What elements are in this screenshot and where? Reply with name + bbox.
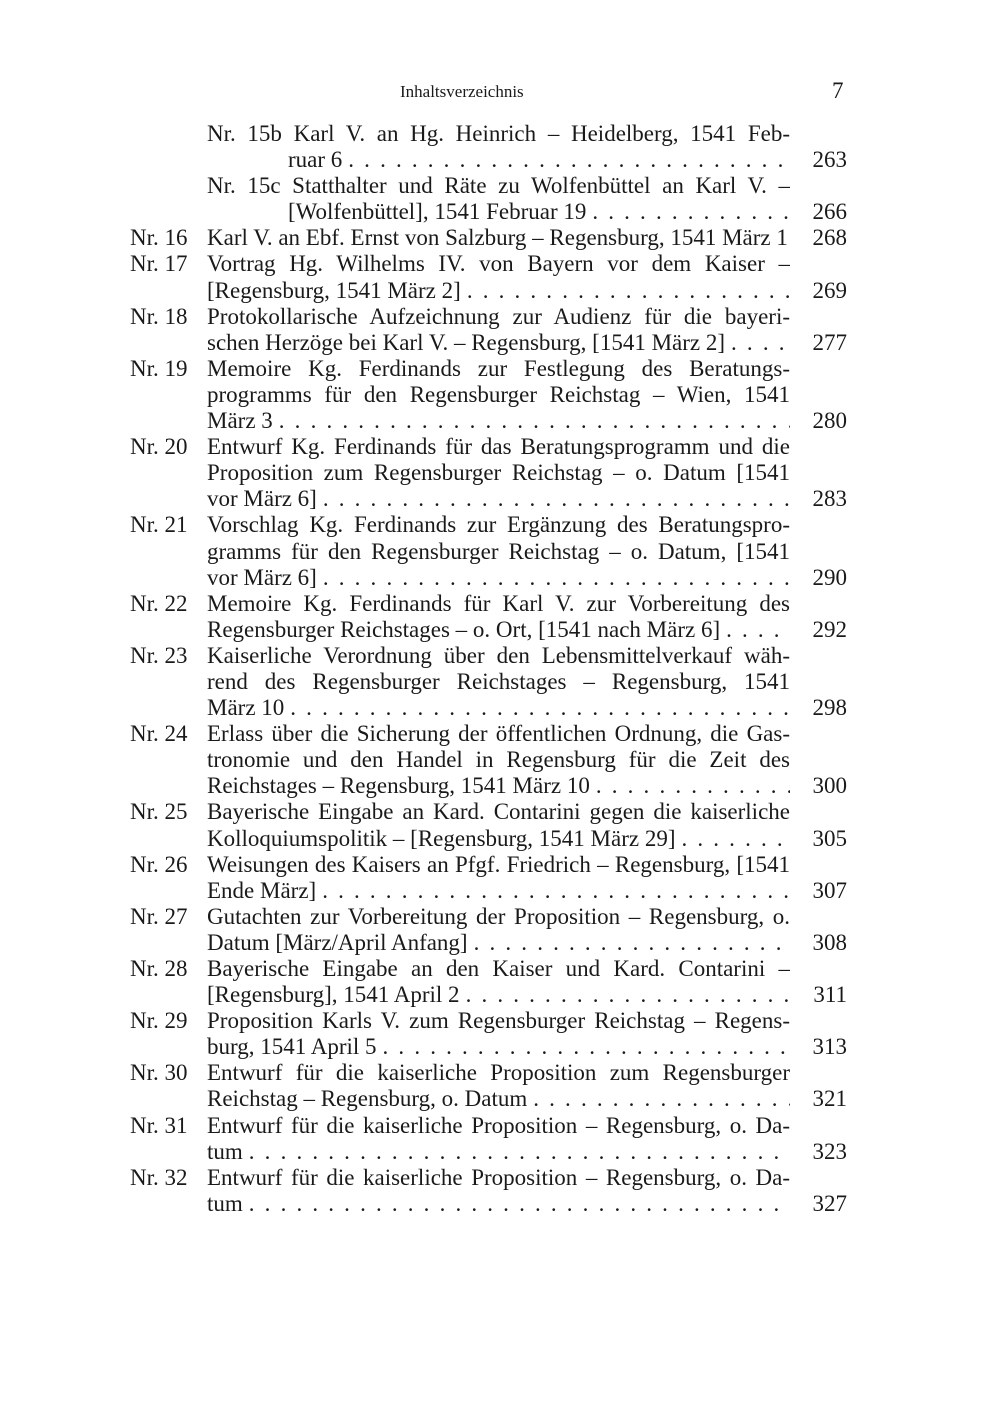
entry-number: Nr. 21 (130, 512, 188, 538)
toc-entry-line (0, 1008, 1004, 1034)
entry-page-number: 283 (812, 486, 847, 512)
toc-entry-line (0, 539, 1004, 565)
toc-entry-line (0, 591, 1004, 617)
entry-title-text: [Wolfenbüttel], 1541 Februar 19 (288, 199, 587, 225)
entry-number: Nr. 23 (130, 642, 188, 668)
leader-dots (592, 199, 790, 225)
entry-page-number: 327 (812, 1190, 847, 1216)
entry-title-text: programms für den Regensburger Reichstag – Wien, 1541 (207, 381, 790, 407)
entry-page-number: 290 (812, 564, 847, 590)
entry-title-text: März 3 (207, 408, 273, 434)
leader-dots (348, 147, 790, 173)
toc-entry-line (0, 512, 1004, 538)
toc-entry-line (0, 382, 1004, 408)
entry-title-text: Bayerische Eingabe an den Kaiser und Kard. Contarini – (207, 956, 790, 981)
entry-title-text: Nr. 15b Karl V. an Hg. Heinrich – Heidelberg, 1541 Feb- (207, 121, 790, 146)
entry-title-text: schen Herzöge bei Karl V. – Regensburg, [1541 März 2] (207, 329, 726, 355)
entry-number: Nr. 29 (130, 1008, 188, 1034)
entry-page-number: 277 (812, 329, 847, 355)
toc-entry-last-line (0, 1034, 1004, 1060)
entry-title-text: Nr. 15c Statthalter und Räte zu Wolfenbüttel an Karl V. – (207, 173, 790, 199)
entry-title-text: Memoire Kg. Ferdinands für Karl V. zur Vorbereitung des (207, 590, 790, 616)
entry-title-text: Weisungen des Kaisers an Pfgf. Friedrich – Regensburg, [1541 (207, 851, 790, 877)
leader-dots (467, 278, 790, 304)
entry-page-number: 323 (812, 1138, 847, 1164)
leader-dots (323, 486, 790, 512)
entry-page-number: 311 (813, 982, 847, 1008)
leader-dots (383, 1034, 790, 1060)
entry-title-text: Entwurf für die kaiserliche Proposition zum Regensburger (207, 1060, 790, 1086)
entry-page-number: 280 (812, 408, 847, 434)
toc-entry-last-line (0, 695, 1004, 721)
entry-title-text: tum (207, 1138, 243, 1164)
toc-entry-last-line (0, 408, 1004, 434)
entry-title-text: vor März 6] (207, 564, 317, 590)
entry-title-text: Vortrag Hg. Wilhelms IV. von Bayern vor dem Kaiser – (207, 251, 790, 277)
entry-page-number: 308 (812, 929, 847, 955)
entry-page-number: 313 (812, 1034, 847, 1060)
entry-title-text: [Regensburg, 1541 März 2] (207, 277, 461, 303)
entry-page-number: 266 (812, 199, 847, 225)
toc-entry-line (0, 852, 1004, 878)
toc-entry-line (0, 251, 1004, 277)
entry-number: Nr. 20 (130, 434, 188, 460)
entry-page-number: 298 (812, 695, 847, 721)
leader-dots (533, 1086, 790, 1112)
toc-entry-last-line (0, 617, 1004, 643)
leader-dots (290, 695, 790, 721)
entry-page-number: 292 (812, 616, 847, 642)
toc-entry-line (0, 121, 1004, 147)
entry-title-text: Memoire Kg. Ferdinands zur Festlegung des Beratungs- (207, 355, 790, 381)
toc-entry-line (0, 721, 1004, 747)
entry-title-text: Entwurf für die kaiserliche Proposition – Regensburg, o. Da- (207, 1112, 790, 1138)
toc-entry-last-line (0, 1191, 1004, 1217)
page-number: 7 (832, 78, 844, 103)
toc-entry-line (0, 1165, 1004, 1191)
toc-entry-last-line (0, 199, 1004, 225)
toc-entry-line (0, 173, 1004, 199)
entry-number: Nr. 26 (130, 851, 188, 877)
toc-entry-line (0, 356, 1004, 382)
toc-entry-line (0, 304, 1004, 330)
entry-title-text: Protokollarische Aufzeichnung zur Audienz für die bayeri- (207, 303, 790, 329)
entry-page-number: 307 (812, 877, 847, 903)
entry-title-text: Entwurf Kg. Ferdinands für das Beratungsprogramm und die (207, 434, 790, 460)
leader-dots (249, 1139, 790, 1165)
entry-title-text: vor März 6] (207, 486, 317, 512)
entry-title-text: Ende März] (207, 877, 317, 903)
leader-dots (681, 826, 790, 852)
entry-title-text: Erlass über die Sicherung der öffentlichen Ordnung, die Gas- (207, 721, 790, 747)
entry-title-text: Entwurf für die kaiserliche Proposition – Regensburg, o. Da- (207, 1164, 790, 1190)
leader-dots (466, 982, 790, 1008)
running-head (0, 80, 1004, 108)
leader-dots (279, 408, 790, 434)
toc-entry-last-line (0, 773, 1004, 799)
toc-entry-last-line (0, 330, 1004, 356)
toc-entry-line (0, 799, 1004, 825)
toc-entry-last-line (0, 565, 1004, 591)
toc-entry-line (0, 643, 1004, 669)
entry-title-text: Bayerische Eingabe an Kard. Contarini gegen die kaiserliche (207, 799, 790, 825)
entry-title-text: tronomie und den Handel in Regensburg für die Zeit des (207, 747, 790, 773)
toc-entry-last-line (0, 1139, 1004, 1165)
toc-entry-line (0, 460, 1004, 486)
entry-page-number: 300 (812, 773, 847, 799)
toc-entry-last-line (0, 1086, 1004, 1112)
entry-number: Nr. 19 (130, 355, 188, 381)
entry-number: Nr. 27 (130, 903, 188, 929)
leader-dots (726, 617, 790, 643)
toc-entry-line (0, 904, 1004, 930)
entry-page-number: 268 (812, 225, 847, 251)
entry-number: Nr. 32 (130, 1164, 188, 1190)
leader-dots (596, 773, 790, 799)
entry-title-text: Proposition Karls V. zum Regensburger Reichstag – Regens- (207, 1008, 790, 1034)
entry-number: Nr. 16 (130, 225, 188, 251)
toc-entry-line (0, 434, 1004, 460)
entry-title-text: Datum [März/April Anfang] (207, 929, 468, 955)
toc-entry-line (0, 1060, 1004, 1086)
toc-entry-last-line (0, 826, 1004, 852)
entry-title-text: ruar 6 (288, 147, 343, 173)
entry-title-text: tum (207, 1190, 243, 1216)
toc-entry-last-line (0, 486, 1004, 512)
entry-title-text: Kolloquiumspolitik – [Regensburg, 1541 März 29] (207, 825, 676, 851)
entry-title-text: März 10 (207, 695, 285, 721)
entry-title-text: burg, 1541 April 5 (207, 1034, 377, 1060)
toc-entry-last-line (0, 147, 1004, 173)
entry-title-text: [Regensburg], 1541 April 2 (207, 982, 460, 1008)
entry-title-text: Gutachten zur Vorbereitung der Proposition – Regensburg, o. (207, 903, 790, 929)
running-title: Inhaltsverzeichnis (400, 82, 524, 101)
entry-number: Nr. 28 (130, 956, 188, 981)
entry-title-text: Regensburger Reichstages – o. Ort, [1541 nach März 6] (207, 616, 721, 642)
toc-entry-last-line (0, 278, 1004, 304)
leader-dots (474, 930, 790, 956)
entry-page-number: 263 (812, 147, 847, 173)
entry-number: Nr. 31 (130, 1112, 188, 1138)
toc-entry-last-line (0, 982, 1004, 1008)
entry-page-number: 321 (812, 1086, 847, 1112)
entry-title-text: Reichstages – Regensburg, 1541 März 10 (207, 773, 590, 799)
leader-dots (323, 565, 790, 591)
toc-entry-line (0, 1113, 1004, 1139)
entry-number: Nr. 30 (130, 1060, 188, 1086)
toc-entry-line (0, 669, 1004, 695)
entry-page-number: 269 (812, 277, 847, 303)
leader-dots (322, 878, 790, 904)
entry-title-text: rend des Regensburger Reichstages – Regensburg, 1541 (207, 668, 790, 694)
entry-title-text: Kaiserliche Verordnung über den Lebensmittelverkauf wäh- (207, 642, 790, 668)
toc-entry-line (0, 956, 1004, 982)
entry-page-number: 305 (812, 825, 847, 851)
leader-dots (731, 330, 790, 356)
entry-number: Nr. 18 (130, 303, 188, 329)
entry-title-text: gramms für den Regensburger Reichstag – o. Datum, [1541 (207, 538, 790, 564)
entry-title-text: Proposition zum Regensburger Reichstag – o. Datum [1541 (207, 460, 790, 486)
entry-number: Nr. 25 (130, 799, 188, 825)
entry-number: Nr. 17 (130, 251, 188, 277)
table-of-contents (0, 121, 1004, 1217)
entry-number: Nr. 24 (130, 721, 188, 747)
entry-title-text: Karl V. an Ebf. Ernst von Salzburg – Regensburg, 1541 März 1 (207, 225, 788, 251)
leader-dots (249, 1191, 790, 1217)
entry-title-text: Vorschlag Kg. Ferdinands zur Ergänzung des Beratungspro- (207, 512, 790, 538)
toc-entry-last-line (0, 225, 1004, 251)
toc-entry-last-line (0, 930, 1004, 956)
toc-entry-last-line (0, 878, 1004, 904)
toc-entry-line (0, 747, 1004, 773)
entry-number: Nr. 22 (130, 590, 188, 616)
entry-title-text: Reichstag – Regensburg, o. Datum (207, 1086, 528, 1112)
